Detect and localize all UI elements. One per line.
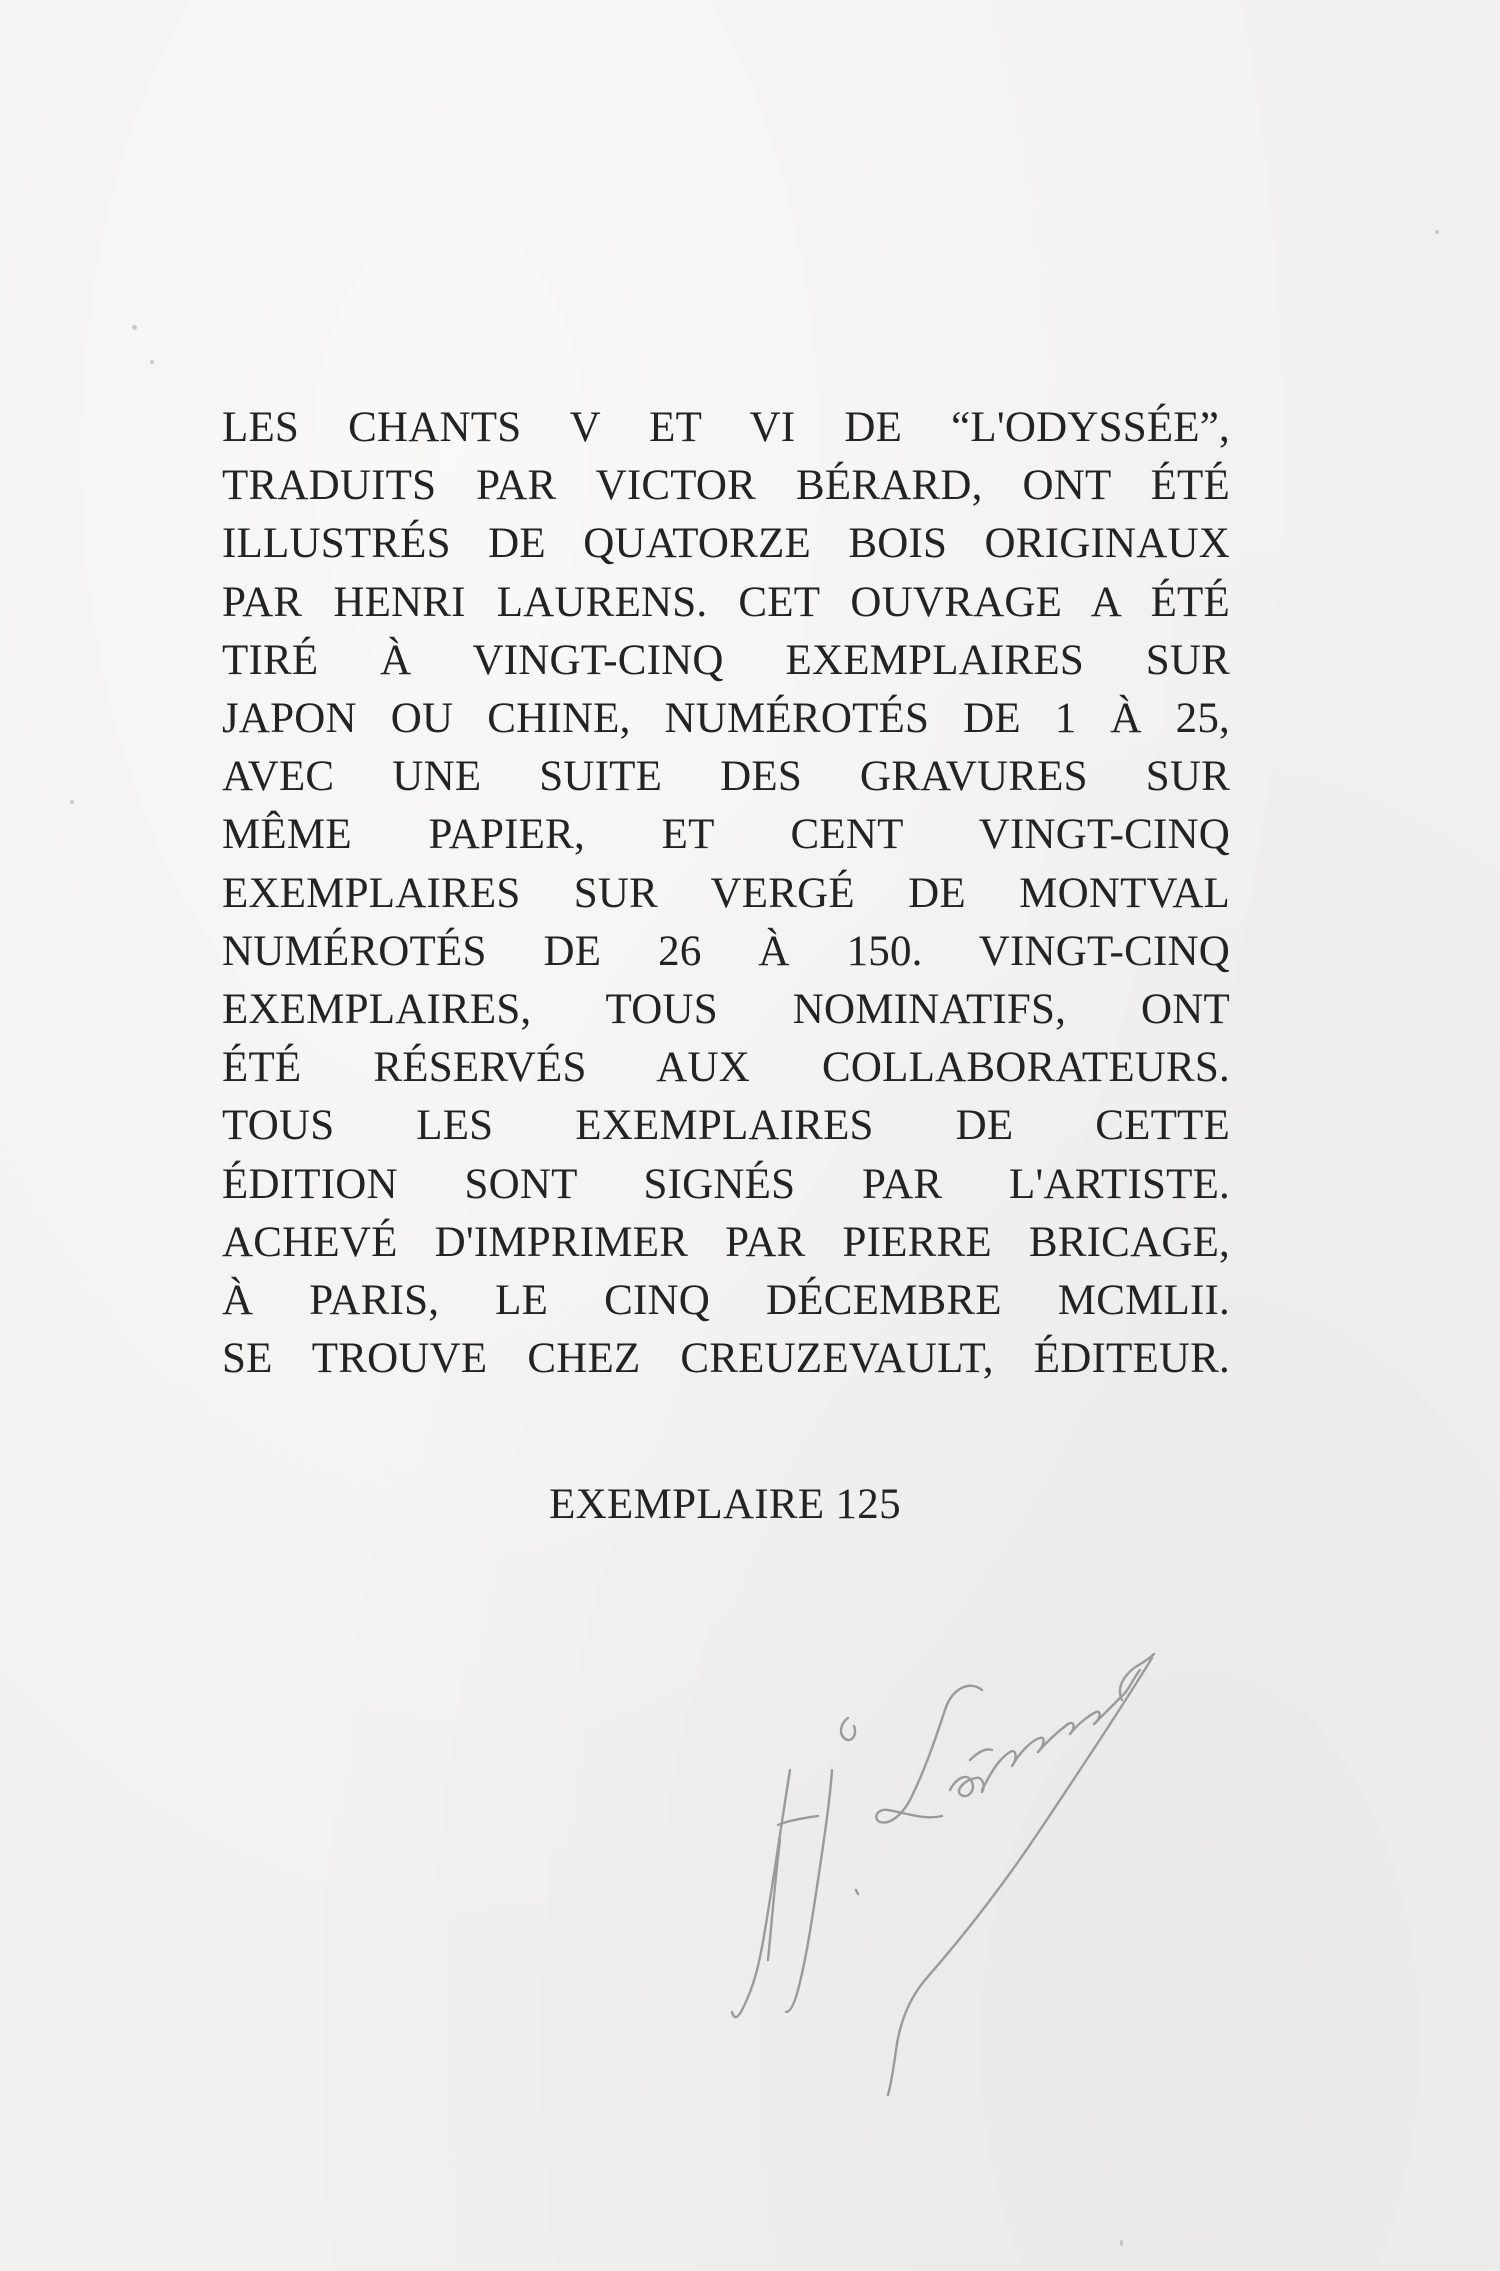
colophon-line: MÊME PAPIER, ET CENT VINGT-CINQ	[222, 811, 1230, 859]
colophon-line: NUMÉROTÉS DE 26 À 150. VINGT-CINQ	[222, 927, 1230, 975]
paper-speck	[150, 360, 154, 364]
colophon-line: ILLUSTRÉS DE QUATORZE BOIS ORIGINAUX	[222, 520, 1230, 568]
paper-speck	[132, 325, 137, 330]
colophon-line: TOUS LES EXEMPLAIRES DE CETTE	[222, 1102, 1230, 1150]
colophon-line: EXEMPLAIRES, TOUS NOMINATIFS, ONT	[222, 986, 1230, 1034]
colophon-line: JAPON OU CHINE, NUMÉROTÉS DE 1 À 25,	[222, 695, 1230, 743]
colophon-line: ACHEVÉ D'IMPRIMER PAR PIERRE BRICAGE,	[222, 1218, 1230, 1266]
pencil-signature	[720, 1640, 1200, 2110]
colophon-line: ÉTÉ RÉSERVÉS AUX COLLABORATEURS.	[222, 1044, 1230, 1092]
colophon-line: PAR HENRI LAURENS. CET OUVRAGE A ÉTÉ	[222, 578, 1230, 626]
paper-speck	[70, 800, 74, 804]
copy-number: EXEMPLAIRE 125	[549, 1481, 901, 1528]
colophon-line: SE TROUVE CHEZ CREUZEVAULT, ÉDITEUR.	[222, 1335, 1230, 1383]
colophon-line: AVEC UNE SUITE DES GRAVURES SUR	[222, 753, 1230, 801]
colophon-line: TRADUITS PAR VICTOR BÉRARD, ONT ÉTÉ	[222, 462, 1230, 510]
colophon-line: ÉDITION SONT SIGNÉS PAR L'ARTISTE.	[222, 1160, 1230, 1208]
colophon-line: À PARIS, LE CINQ DÉCEMBRE MCMLII.	[222, 1277, 1230, 1325]
colophon-text	[222, 399, 1230, 1388]
colophon-line: EXEMPLAIRES SUR VERGÉ DE MONTVAL	[222, 869, 1230, 917]
paper-speck	[1435, 230, 1439, 234]
paper-speck	[1120, 2240, 1123, 2246]
colophon-line: LES CHANTS V ET VI DE “L'ODYSSÉE”,	[222, 404, 1230, 451]
colophon-line: TIRÉ À VINGT-CINQ EXEMPLAIRES SUR	[222, 636, 1230, 684]
